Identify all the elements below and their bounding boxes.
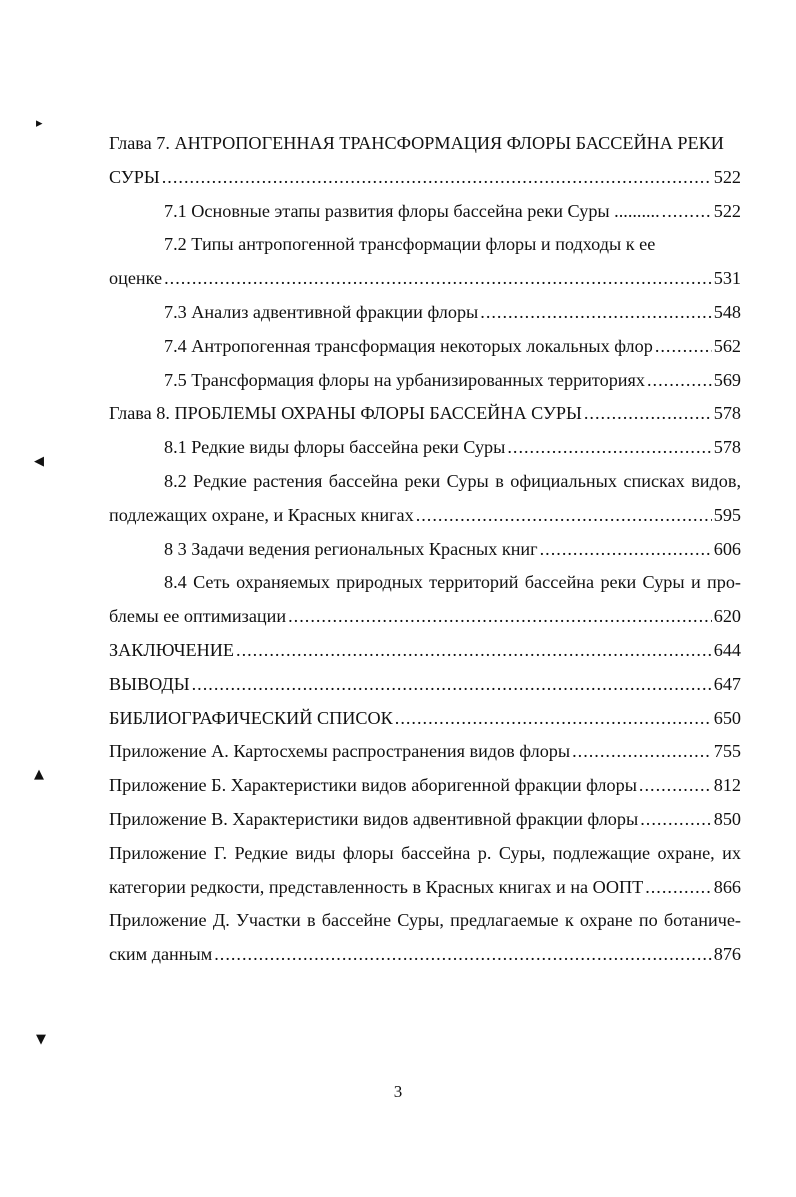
- dot-leader: [639, 769, 712, 803]
- dot-leader: [540, 533, 712, 567]
- page-ref: 562: [713, 335, 741, 356]
- dot-leader: [584, 397, 712, 431]
- page-ref: 650: [713, 707, 741, 728]
- page-ref: 522: [713, 166, 741, 187]
- scan-mark-icon: ▸: [36, 116, 43, 131]
- dot-leader: [395, 702, 712, 736]
- toc-entry-7-1[interactable]: 7.1 Основные этапы развития флоры бассейна реки Суры .......... ..... 522: [109, 195, 741, 229]
- page-ref: 620: [713, 606, 741, 627]
- dot-leader: [288, 600, 712, 634]
- scan-mark-icon: ◀: [34, 454, 44, 469]
- page-ref: 644: [713, 639, 741, 660]
- toc-entry-8-1[interactable]: 8.1 Редкие виды флоры бассейна реки Суры ..... 578: [109, 431, 741, 465]
- dot-leader: [236, 634, 712, 668]
- toc-entry-7-4[interactable]: 7.4 Антропогенная трансформация некоторых локальных флор ..... 562: [109, 330, 741, 364]
- page-ref: 578: [713, 437, 741, 458]
- toc-entry-appendix-g-line2[interactable]: категории редкости, представленность в Красных книгах и на ООПТ ..... 866: [109, 871, 741, 905]
- page-ref: 548: [713, 301, 741, 322]
- page-ref: 595: [713, 504, 741, 525]
- toc-entry-conclusion[interactable]: ЗАКЛЮЧЕНИЕ ..... 644: [109, 634, 741, 668]
- toc-entry-appendix-v[interactable]: Приложение В. Характеристики видов адвентивной фракции флоры ..... 850: [109, 803, 741, 837]
- toc-entry-8-2-line1[interactable]: 8.2 Редкие растения бассейна реки Суры в официальных списках видов,: [164, 470, 741, 491]
- dot-leader: [192, 668, 712, 702]
- toc-entry-appendix-a[interactable]: Приложение А. Картосхемы распространения видов флоры ..... 755: [109, 735, 741, 769]
- toc-entry-8-3[interactable]: 8 3 Задачи ведения региональных Красных книг ..... 606: [109, 533, 741, 567]
- dot-leader: [662, 195, 712, 229]
- toc-entry-7-2-line2[interactable]: оценке ..... 531: [109, 262, 741, 296]
- toc-entry-ch7-line1[interactable]: Глава 7. АНТРОПОГЕННАЯ ТРАНСФОРМАЦИЯ ФЛОРЫ БАССЕЙНА РЕКИ: [109, 133, 724, 153]
- toc-entry-7-2-line1[interactable]: 7.2 Типы антропогенной трансформации флоры и подходы к ее: [164, 234, 656, 255]
- page-number: 3: [393, 1082, 403, 1101]
- toc-entry-ch8[interactable]: Глава 8. ПРОБЛЕМЫ ОХРАНЫ ФЛОРЫ БАССЕЙНА СУРЫ ..... 578: [109, 397, 741, 431]
- toc-entry-appendix-g-line1[interactable]: Приложение Г. Редкие виды флоры бассейна р. Суры, подлежащие охране, их: [109, 842, 741, 863]
- page-ref: 531: [713, 268, 741, 289]
- dot-leader: [640, 803, 712, 837]
- dot-leader: [647, 364, 712, 398]
- page-ref: 606: [713, 538, 741, 559]
- page-ref: 850: [713, 808, 741, 829]
- toc-entry-appendix-d-line2[interactable]: ским данным ..... 876: [109, 938, 741, 972]
- toc-entry-7-5[interactable]: 7.5 Трансформация флоры на урбанизированных территориях ..... 569: [109, 364, 741, 398]
- dot-leader: [162, 161, 712, 195]
- toc-entry-8-2-line2[interactable]: подлежащих охране, и Красных книгах ..... 595: [109, 499, 741, 533]
- toc-entry-8-4-line1[interactable]: 8.4 Сеть охраняемых природных территорий бассейна реки Суры и про-: [164, 572, 741, 593]
- toc-entry-ch7-line2[interactable]: СУРЫ ..... 522: [109, 161, 741, 195]
- dot-leader: [645, 871, 712, 905]
- dot-leader: [507, 431, 711, 465]
- dot-leader: [480, 296, 711, 330]
- page-ref: 812: [713, 775, 741, 796]
- page-ref: 755: [713, 741, 741, 762]
- toc-entry-findings[interactable]: ВЫВОДЫ ..... 647: [109, 668, 741, 702]
- toc-entry-8-4-line2[interactable]: блемы ее оптимизации ..... 620: [109, 600, 741, 634]
- scan-mark-icon: ▼: [36, 1032, 46, 1047]
- toc-entry-7-3[interactable]: 7.3 Анализ адвентивной фракции флоры ..... 548: [109, 296, 741, 330]
- dot-leader: [572, 735, 712, 769]
- page-ref: 578: [713, 403, 741, 424]
- page-ref: 866: [713, 876, 741, 897]
- dot-leader: [214, 938, 711, 972]
- page-ref: 876: [713, 944, 741, 965]
- page-ref: 522: [713, 200, 741, 221]
- toc-entry-bibliography[interactable]: БИБЛИОГРАФИЧЕСКИЙ СПИСОК ..... 650: [109, 702, 741, 736]
- page-ref: 569: [713, 369, 741, 390]
- page-ref: 647: [713, 673, 741, 694]
- table-of-contents: [109, 127, 741, 972]
- dot-leader: [416, 499, 712, 533]
- toc-entry-appendix-d-line1[interactable]: Приложение Д. Участки в бассейне Суры, предлагаемые к охране по ботаниче-: [109, 910, 741, 931]
- dot-leader: [655, 330, 712, 364]
- dot-leader: [164, 262, 712, 296]
- scan-mark-icon: ▲: [34, 767, 44, 782]
- toc-entry-appendix-b[interactable]: Приложение Б. Характеристики видов аборигенной фракции флоры ..... 812: [109, 769, 741, 803]
